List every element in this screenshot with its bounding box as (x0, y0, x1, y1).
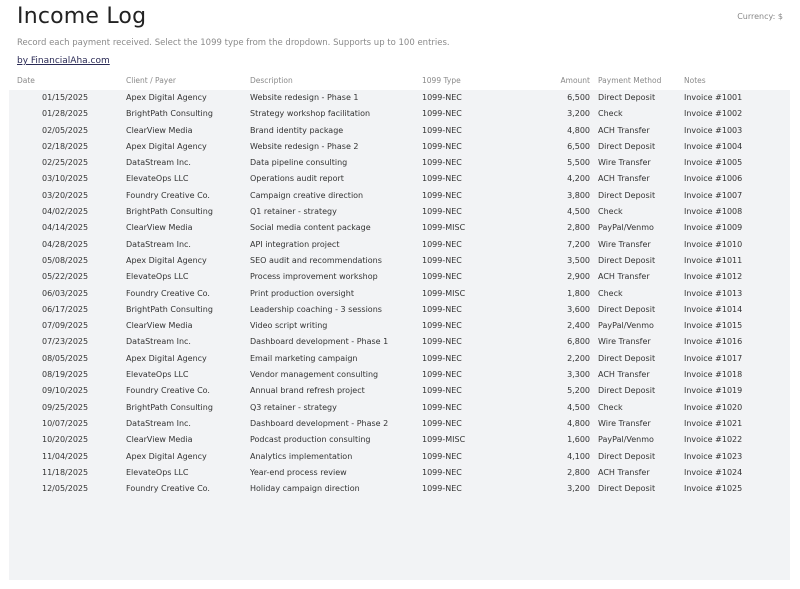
client-cell[interactable]: Foundry Creative Co. (126, 484, 210, 494)
type-cell[interactable]: 1099-NEC (422, 174, 462, 184)
client-cell[interactable]: ClearView Media (126, 125, 193, 135)
date-cell[interactable]: 05/22/2025 (42, 272, 89, 282)
description-cell[interactable]: Analytics implementation (250, 451, 353, 461)
type-cell[interactable]: 1099-NEC (422, 158, 462, 168)
date-cell[interactable]: 07/09/2025 (42, 321, 89, 331)
income-table (9, 75, 790, 580)
client-cell[interactable]: Apex Digital Agency (126, 93, 207, 102)
table-row (9, 269, 790, 285)
column-header-1099-type: 1099 Type (422, 76, 461, 85)
table-row (9, 367, 790, 383)
table-row (9, 383, 790, 399)
amount-cell[interactable]: 6,800 (567, 337, 590, 347)
date-cell[interactable]: 09/10/2025 (42, 386, 89, 396)
client-cell[interactable]: Apex Digital Agency (126, 255, 207, 265)
notes-cell[interactable]: Invoice #1006 (684, 174, 743, 184)
payment-method-cell[interactable]: ACH Transfer (598, 125, 650, 135)
date-cell[interactable]: 03/20/2025 (42, 190, 89, 200)
payment-method-cell[interactable]: Direct Deposit (598, 484, 656, 494)
client-cell[interactable]: DataStream Inc. (126, 239, 191, 249)
description-cell[interactable]: SEO audit and recommendations (250, 255, 382, 265)
notes-cell[interactable]: Invoice #1003 (684, 125, 743, 135)
type-cell[interactable]: 1099-MISC (422, 288, 466, 298)
client-cell[interactable]: Apex Digital Agency (126, 353, 207, 363)
date-cell[interactable]: 02/25/2025 (42, 158, 89, 168)
description-cell[interactable]: Social media content package (250, 223, 371, 233)
date-cell[interactable]: 07/23/2025 (42, 337, 89, 347)
description-cell[interactable]: Brand identity package (250, 125, 344, 135)
client-cell[interactable]: ClearView Media (126, 321, 193, 331)
notes-cell[interactable]: Invoice #1020 (684, 402, 743, 412)
amount-cell[interactable]: 4,500 (567, 402, 590, 412)
notes-cell[interactable]: Invoice #1019 (684, 386, 743, 396)
table-row (9, 106, 790, 122)
table-row (9, 204, 790, 220)
amount-cell[interactable]: 3,300 (567, 370, 590, 380)
amount-cell[interactable]: 1,600 (567, 435, 590, 445)
table-row (9, 334, 790, 350)
notes-cell[interactable]: Invoice #1014 (684, 304, 743, 314)
notes-cell[interactable]: Invoice #1013 (684, 288, 743, 298)
notes-cell[interactable]: Invoice #1004 (684, 141, 743, 151)
table-header (9, 75, 790, 89)
payment-method-cell[interactable]: PayPal/Venmo (598, 321, 654, 331)
amount-cell[interactable]: 6,500 (567, 141, 590, 151)
byline-link[interactable]: by FinancialAha.com (17, 56, 110, 66)
payment-method-cell[interactable]: Check (598, 207, 623, 217)
description-cell[interactable]: Campaign creative direction (250, 190, 364, 200)
date-cell[interactable]: 03/10/2025 (42, 174, 89, 184)
description-cell[interactable]: Leadership coaching - 3 sessions (250, 304, 382, 314)
amount-cell[interactable]: 3,200 (567, 484, 590, 494)
notes-cell[interactable]: Invoice #1023 (684, 451, 743, 461)
amount-cell[interactable]: 5,200 (567, 386, 590, 396)
column-header-date: Date (17, 76, 35, 85)
client-cell[interactable]: ClearView Media (126, 223, 193, 233)
amount-cell[interactable]: 1,800 (567, 288, 590, 298)
date-cell[interactable]: 11/18/2025 (42, 467, 89, 477)
notes-cell[interactable]: Invoice #1021 (684, 418, 743, 428)
notes-cell[interactable]: Invoice #1001 (684, 93, 743, 102)
table-row (9, 432, 790, 448)
client-cell[interactable]: Foundry Creative Co. (126, 288, 210, 298)
notes-cell[interactable]: Invoice #1010 (684, 239, 743, 249)
payment-method-cell[interactable]: ACH Transfer (598, 370, 650, 380)
date-cell[interactable]: 09/25/2025 (42, 402, 89, 412)
client-cell[interactable]: BrightPath Consulting (126, 402, 213, 412)
date-cell[interactable]: 10/20/2025 (42, 435, 89, 445)
table-row (9, 302, 790, 318)
type-cell[interactable]: 1099-NEC (422, 93, 462, 102)
table-body (9, 90, 790, 580)
type-cell[interactable]: 1099-NEC (422, 418, 462, 428)
description-cell[interactable]: Data pipeline consulting (250, 158, 348, 168)
notes-cell[interactable]: Invoice #1018 (684, 370, 743, 380)
column-header-notes: Notes (684, 76, 706, 85)
table-row (9, 465, 790, 481)
amount-cell[interactable]: 4,500 (567, 207, 590, 217)
payment-method-cell[interactable]: PayPal/Venmo (598, 435, 654, 445)
payment-method-cell[interactable]: Direct Deposit (598, 141, 656, 151)
client-cell[interactable]: Foundry Creative Co. (126, 386, 210, 396)
date-cell[interactable]: 08/19/2025 (42, 370, 89, 380)
notes-cell[interactable]: Invoice #1017 (684, 353, 743, 363)
column-header-client: Client / Payer (126, 76, 176, 85)
notes-cell[interactable]: Invoice #1024 (684, 467, 743, 477)
description-cell[interactable]: Podcast production consulting (250, 435, 371, 445)
notes-cell[interactable]: Invoice #1009 (684, 223, 743, 233)
description-cell[interactable]: Email marketing campaign (250, 353, 358, 363)
amount-cell[interactable]: 2,900 (567, 272, 590, 282)
payment-method-cell[interactable]: Direct Deposit (598, 386, 656, 396)
description-cell[interactable]: Operations audit report (250, 174, 344, 184)
type-cell[interactable]: 1099-NEC (422, 451, 462, 461)
client-cell[interactable]: ElevateOps LLC (126, 370, 189, 380)
type-cell[interactable]: 1099-MISC (422, 223, 466, 233)
table-row (9, 351, 790, 367)
type-cell[interactable]: 1099-NEC (422, 190, 462, 200)
date-cell[interactable]: 02/05/2025 (42, 125, 89, 135)
type-cell[interactable]: 1099-NEC (422, 353, 462, 363)
type-cell[interactable]: 1099-NEC (422, 467, 462, 477)
type-cell[interactable]: 1099-NEC (422, 255, 462, 265)
description-cell[interactable]: Annual brand refresh project (250, 386, 365, 396)
column-header-amount: Amount (560, 76, 590, 85)
notes-cell[interactable]: Invoice #1008 (684, 207, 743, 217)
type-cell[interactable]: 1099-MISC (422, 435, 466, 445)
amount-cell[interactable]: 4,800 (567, 418, 590, 428)
column-header-description: Description (250, 76, 293, 85)
description-cell[interactable]: Q3 retainer - strategy (250, 402, 337, 412)
table-row (9, 139, 790, 155)
amount-cell[interactable]: 2,800 (567, 467, 590, 477)
table-row (9, 481, 790, 497)
amount-cell[interactable]: 3,600 (567, 304, 590, 314)
notes-cell[interactable]: Invoice #1012 (684, 272, 743, 282)
payment-method-cell[interactable]: Check (598, 402, 623, 412)
amount-cell[interactable]: 3,500 (567, 255, 590, 265)
amount-cell[interactable]: 2,200 (567, 353, 590, 363)
date-cell[interactable]: 08/05/2025 (42, 353, 89, 363)
table-row (9, 449, 790, 465)
table-row (9, 253, 790, 269)
client-cell[interactable]: BrightPath Consulting (126, 109, 213, 119)
table-row (9, 318, 790, 334)
description-cell[interactable]: Website redesign - Phase 2 (250, 141, 359, 151)
description-cell[interactable]: Website redesign - Phase 1 (250, 93, 359, 102)
page-subtitle: Record each payment received. Select the 1099 type from the dropdown. Supports up to 100 entries. (17, 38, 450, 48)
amount-cell[interactable]: 4,200 (567, 174, 590, 184)
client-cell[interactable]: BrightPath Consulting (126, 304, 213, 314)
date-cell[interactable]: 04/02/2025 (42, 207, 89, 217)
amount-cell[interactable]: 5,500 (567, 158, 590, 168)
amount-cell[interactable]: 2,800 (567, 223, 590, 233)
date-cell[interactable]: 12/05/2025 (42, 484, 89, 494)
type-cell[interactable]: 1099-NEC (422, 321, 462, 331)
payment-method-cell[interactable]: Wire Transfer (598, 418, 651, 428)
description-cell[interactable]: Holiday campaign direction (250, 484, 360, 494)
date-cell[interactable]: 11/04/2025 (42, 451, 89, 461)
amount-cell[interactable]: 2,400 (567, 321, 590, 331)
table-row (9, 171, 790, 187)
payment-method-cell[interactable]: ACH Transfer (598, 174, 650, 184)
description-cell[interactable]: Video script writing (250, 321, 328, 331)
client-cell[interactable]: ElevateOps LLC (126, 467, 189, 477)
type-cell[interactable]: 1099-NEC (422, 141, 462, 151)
description-cell[interactable]: Vendor management consulting (250, 370, 379, 380)
payment-method-cell[interactable]: Check (598, 109, 623, 119)
payment-method-cell[interactable]: Wire Transfer (598, 158, 651, 168)
description-cell[interactable]: Q1 retainer - strategy (250, 207, 337, 217)
payment-method-cell[interactable]: Direct Deposit (598, 190, 656, 200)
date-cell[interactable]: 01/28/2025 (42, 109, 89, 119)
date-cell[interactable]: 10/07/2025 (42, 418, 89, 428)
payment-method-cell[interactable]: Direct Deposit (598, 255, 656, 265)
type-cell[interactable]: 1099-NEC (422, 207, 462, 217)
payment-method-cell[interactable]: Direct Deposit (598, 353, 656, 363)
notes-cell[interactable]: Invoice #1005 (684, 158, 743, 168)
table-row (9, 188, 790, 204)
client-cell[interactable]: ElevateOps LLC (126, 174, 189, 184)
payment-method-cell[interactable]: Check (598, 288, 623, 298)
table-row (9, 90, 790, 106)
type-cell[interactable]: 1099-NEC (422, 272, 462, 282)
date-cell[interactable]: 01/15/2025 (42, 93, 89, 102)
table-row (9, 220, 790, 236)
client-cell[interactable]: Apex Digital Agency (126, 141, 207, 151)
type-cell[interactable]: 1099-NEC (422, 484, 462, 494)
table-row (9, 155, 790, 171)
payment-method-cell[interactable]: Direct Deposit (598, 451, 656, 461)
amount-cell[interactable]: 3,800 (567, 190, 590, 200)
client-cell[interactable]: DataStream Inc. (126, 418, 191, 428)
description-cell[interactable]: Dashboard development - Phase 1 (250, 337, 389, 347)
type-cell[interactable]: 1099-NEC (422, 370, 462, 380)
client-cell[interactable]: ElevateOps LLC (126, 272, 189, 282)
payment-method-cell[interactable]: PayPal/Venmo (598, 223, 654, 233)
notes-cell[interactable]: Invoice #1025 (684, 484, 743, 494)
description-cell[interactable]: API integration project (250, 239, 340, 249)
payment-method-cell[interactable]: ACH Transfer (598, 467, 650, 477)
table-row (9, 416, 790, 432)
notes-cell[interactable]: Invoice #1011 (684, 255, 743, 265)
table-row (9, 286, 790, 302)
date-cell[interactable]: 06/03/2025 (42, 288, 89, 298)
type-cell[interactable]: 1099-NEC (422, 239, 462, 249)
amount-cell[interactable]: 4,800 (567, 125, 590, 135)
notes-cell[interactable]: Invoice #1002 (684, 109, 743, 119)
date-cell[interactable]: 04/14/2025 (42, 223, 89, 233)
date-cell[interactable]: 05/08/2025 (42, 255, 89, 265)
client-cell[interactable]: Apex Digital Agency (126, 451, 207, 461)
payment-method-cell[interactable]: Wire Transfer (598, 337, 651, 347)
client-cell[interactable]: BrightPath Consulting (126, 207, 213, 217)
payment-method-cell[interactable]: Wire Transfer (598, 239, 651, 249)
description-cell[interactable]: Year-end process review (250, 467, 347, 477)
date-cell[interactable]: 04/28/2025 (42, 239, 89, 249)
payment-method-cell[interactable]: Direct Deposit (598, 93, 656, 102)
type-cell[interactable]: 1099-NEC (422, 109, 462, 119)
type-cell[interactable]: 1099-NEC (422, 402, 462, 412)
date-cell[interactable]: 06/17/2025 (42, 304, 89, 314)
amount-cell[interactable]: 6,500 (567, 93, 590, 102)
description-cell[interactable]: Process improvement workshop (250, 272, 378, 282)
date-cell[interactable]: 02/18/2025 (42, 141, 89, 151)
column-header-payment-method: Payment Method (598, 76, 662, 85)
notes-cell[interactable]: Invoice #1016 (684, 337, 743, 347)
amount-cell[interactable]: 3,200 (567, 109, 590, 119)
type-cell[interactable]: 1099-NEC (422, 386, 462, 396)
payment-method-cell[interactable]: Direct Deposit (598, 304, 656, 314)
notes-cell[interactable]: Invoice #1015 (684, 321, 743, 331)
type-cell[interactable]: 1099-NEC (422, 304, 462, 314)
amount-cell[interactable]: 4,100 (567, 451, 590, 461)
client-cell[interactable]: DataStream Inc. (126, 337, 191, 347)
client-cell[interactable]: ClearView Media (126, 435, 193, 445)
notes-cell[interactable]: Invoice #1007 (684, 190, 743, 200)
description-cell[interactable]: Dashboard development - Phase 2 (250, 418, 389, 428)
description-cell[interactable]: Print production oversight (250, 288, 354, 298)
page-title: Income Log (17, 4, 147, 29)
type-cell[interactable]: 1099-NEC (422, 125, 462, 135)
amount-cell[interactable]: 7,200 (567, 239, 590, 249)
payment-method-cell[interactable]: ACH Transfer (598, 272, 650, 282)
notes-cell[interactable]: Invoice #1022 (684, 435, 743, 445)
client-cell[interactable]: Foundry Creative Co. (126, 190, 210, 200)
type-cell[interactable]: 1099-NEC (422, 337, 462, 347)
table-row (9, 237, 790, 253)
currency-label: Currency: $ (737, 12, 783, 21)
client-cell[interactable]: DataStream Inc. (126, 158, 191, 168)
table-row (9, 123, 790, 139)
description-cell[interactable]: Strategy workshop facilitation (250, 109, 371, 119)
table-row (9, 400, 790, 416)
